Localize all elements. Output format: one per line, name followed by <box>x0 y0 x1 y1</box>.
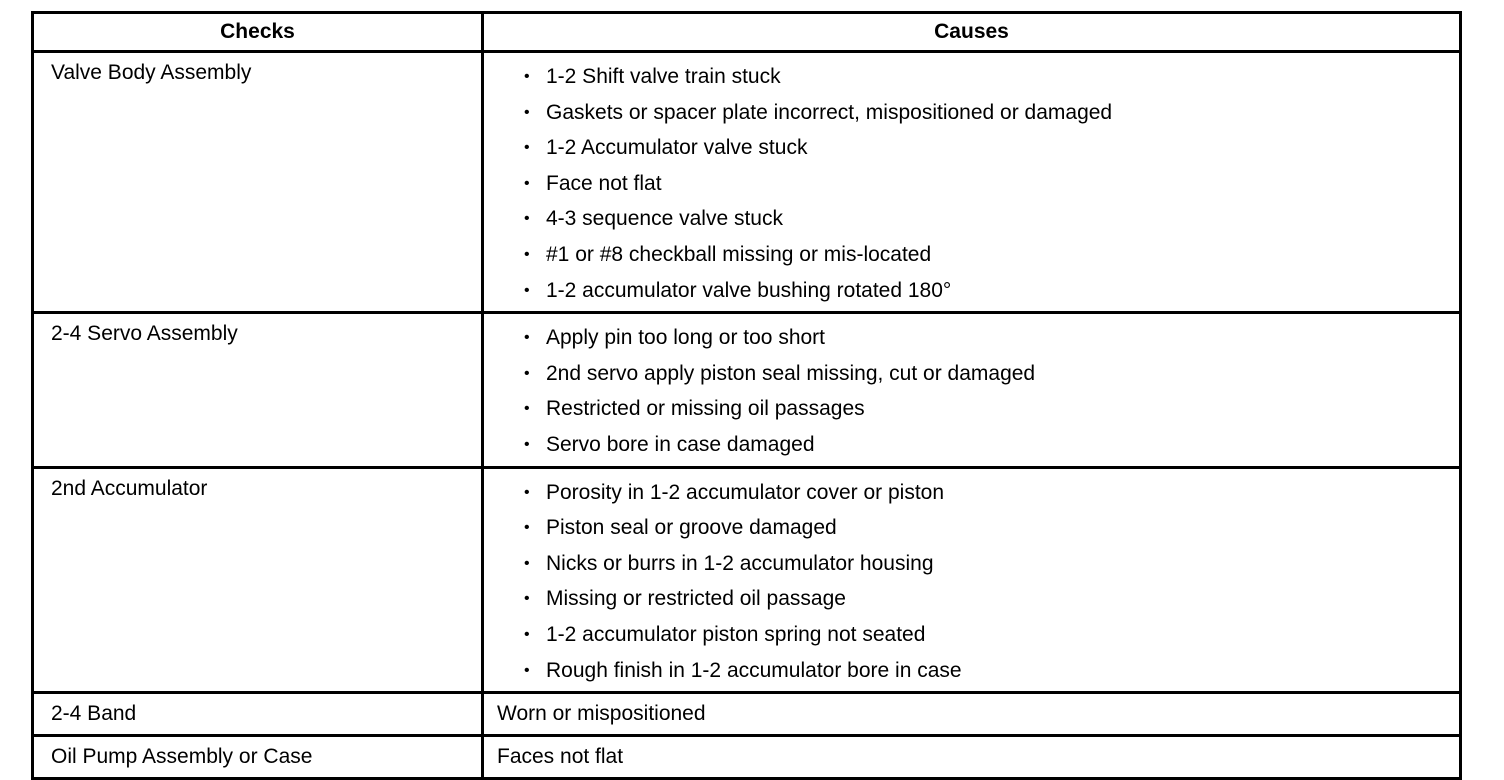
causes-cell <box>483 52 1461 313</box>
cause-item: • 1-2 accumulator piston spring not seated <box>524 617 1459 653</box>
cause-item: • Porosity in 1-2 accumulator cover or piston <box>524 475 1459 511</box>
cause-item: • #1 or #8 checkball missing or mis-located <box>524 237 1459 273</box>
bullet-icon: • <box>524 661 530 679</box>
bullet-icon: • <box>524 625 530 643</box>
cause-item: • Piston seal or groove damaged <box>524 510 1459 546</box>
header-row <box>33 13 1461 52</box>
header-causes: Causes <box>483 13 1461 52</box>
bullet-icon: • <box>524 329 530 347</box>
causes-list <box>484 59 1459 308</box>
cause-item: • 1-2 Accumulator valve stuck <box>524 130 1459 166</box>
bullet-icon: • <box>524 400 530 418</box>
causes-cell <box>483 467 1461 693</box>
cause-item: • Restricted or missing oil passages <box>524 391 1459 427</box>
causes-list <box>484 320 1459 462</box>
bullet-icon: • <box>524 210 530 228</box>
bullet-icon: • <box>524 68 530 85</box>
bullet-icon: • <box>524 103 530 121</box>
table-row <box>33 52 1461 313</box>
bullet-icon: • <box>524 174 530 192</box>
cause-item: • Nicks or burrs in 1-2 accumulator housing <box>524 546 1459 582</box>
bullet-icon: • <box>524 364 530 382</box>
causes-list <box>484 475 1459 689</box>
table-row <box>33 467 1461 693</box>
cause-item: • 2nd servo apply piston seal missing, cut or damaged <box>524 356 1459 392</box>
causes-cell <box>483 313 1461 467</box>
check-cell: Oil Pump Assembly or Case <box>33 736 483 779</box>
bullet-icon: • <box>524 483 530 501</box>
bullet-icon: • <box>524 435 530 453</box>
table-row <box>33 313 1461 467</box>
cause-cell: Worn or mispositioned <box>483 693 1461 736</box>
table-row <box>33 693 1461 736</box>
bullet-icon: • <box>524 245 530 263</box>
cause-item: • Apply pin too long or too short <box>524 320 1459 356</box>
bullet-icon: • <box>524 554 530 572</box>
bullet-icon: • <box>524 590 530 608</box>
bullet-icon: • <box>524 139 530 157</box>
bullet-icon: • <box>524 519 530 537</box>
cause-item: • 1-2 accumulator valve bushing rotated 180° <box>524 273 1459 309</box>
cause-item: • Rough finish in 1-2 accumulator bore in case <box>524 653 1459 689</box>
checks-causes-table <box>31 11 1462 780</box>
bullet-icon: • <box>524 281 530 299</box>
cause-item: • 1-2 Shift valve train stuck <box>524 59 1459 95</box>
cause-item: • Gaskets or spacer plate incorrect, mispositioned or damaged <box>524 95 1459 131</box>
cause-item: • 4-3 sequence valve stuck <box>524 201 1459 237</box>
header-checks: Checks <box>33 13 483 52</box>
check-cell: 2-4 Servo Assembly <box>33 313 483 467</box>
check-cell: 2-4 Band <box>33 693 483 736</box>
table-row <box>33 736 1461 779</box>
cause-cell: Faces not flat <box>483 736 1461 779</box>
check-cell: Valve Body Assembly <box>33 52 483 313</box>
cause-item: • Missing or restricted oil passage <box>524 581 1459 617</box>
check-cell: 2nd Accumulator <box>33 467 483 693</box>
cause-item: • Servo bore in case damaged <box>524 427 1459 463</box>
cause-item: • Face not flat <box>524 166 1459 202</box>
